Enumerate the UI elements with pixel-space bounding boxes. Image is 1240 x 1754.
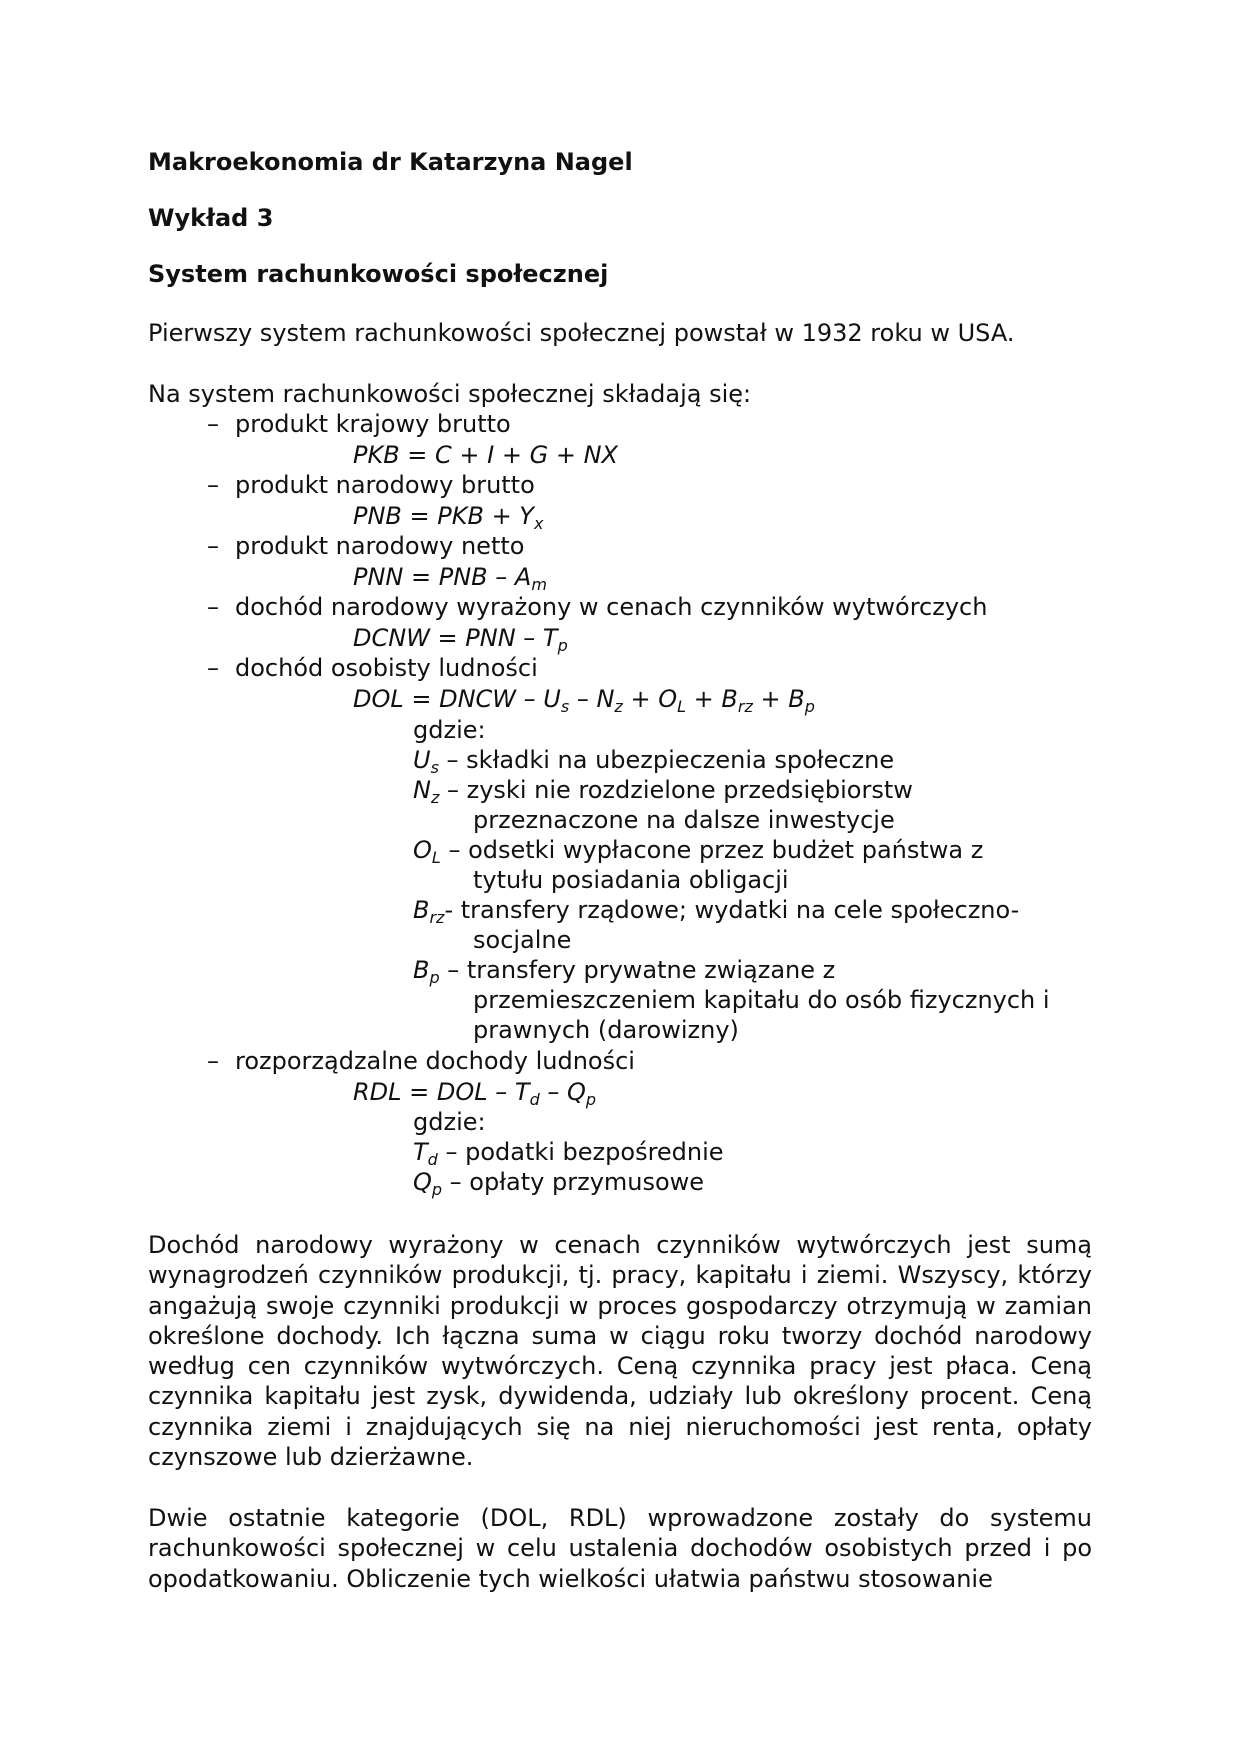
list-bullet: – (207, 471, 219, 499)
list-bullet: – (207, 410, 219, 438)
list-intro: Na system rachunkowości społecznej składają się: (148, 380, 752, 408)
where-label: gdzie: (413, 716, 486, 744)
formula-pkb: PKB = C + I + G + NX (353, 441, 618, 469)
formula-pnn: PNN = PNB – $A_m$ (353, 563, 547, 594)
definition-brz-cont: socjalne (473, 926, 572, 954)
definition-td: $T_d$ – podatki bezpośrednie (413, 1138, 724, 1169)
definition-nz: $N_z$ – zyski nie rozdzielone przedsiębiorstw (413, 776, 913, 807)
formula-rdl: RDL = DOL – $T_d - Q_p$ (353, 1078, 597, 1109)
definition-bp-cont: przemieszczeniem kapitału do osób fizycznych i (473, 986, 1050, 1014)
section-heading: System rachunkowości społecznej (148, 260, 609, 288)
item-pnn-label: produkt narodowy netto (235, 532, 525, 560)
lecture-number: Wykład 3 (148, 204, 274, 232)
item-pnb-label: produkt narodowy brutto (235, 471, 535, 499)
definition-bp: $B_p$ – transfery prywatne związane z (413, 956, 836, 987)
definition-ol-cont: tytułu posiadania obligacji (473, 866, 789, 894)
paragraph-dol-rdl: Dwie ostatnie kategorie (DOL, RDL) wprowadzone zostały do systemu rachunkowości społecznej w celu ustalenia dochodów osobistych przed i po opodatkowaniu. Obliczenie tych wielkości ułatwia państwu stosowanie (148, 1504, 1092, 1593)
formula-dol: DOL = DNCW – $U_s - N_z + O_L + B_{rz} + B_p$ (353, 685, 815, 716)
definition-bp-cont: prawnych (darowizny) (473, 1016, 739, 1044)
definition-brz: $B_{rz}-$ transfery rządowe; wydatki na cele społeczno- (413, 896, 1020, 927)
list-bullet: – (207, 532, 219, 560)
list-bullet: – (207, 593, 219, 621)
definition-ol: $O_L$ – odsetki wypłacone przez budżet państwa z (413, 836, 984, 867)
formula-pnb: PNB = PKB + $Y_x$ (353, 502, 544, 533)
intro-sentence: Pierwszy system rachunkowości społecznej powstał w 1932 roku w USA. (148, 319, 1015, 347)
item-rdl-label: rozporządzalne dochody ludności (235, 1047, 635, 1075)
document-title: Makroekonomia dr Katarzyna Nagel (148, 148, 633, 176)
list-bullet: – (207, 1047, 219, 1075)
item-dol-label: dochód osobisty ludności (235, 654, 538, 682)
definition-nz-cont: przeznaczone na dalsze inwestycje (473, 806, 895, 834)
definition-us: $U_s$ – składki na ubezpieczenia społeczne (413, 746, 895, 777)
where-label: gdzie: (413, 1108, 486, 1136)
item-dcnw-label: dochód narodowy wyrażony w cenach czynników wytwórczych (235, 593, 988, 621)
paragraph-income-definition: Dochód narodowy wyrażony w cenach czynników wytwórczych jest sumą wynagrodzeń czynników produkcji, tj. pracy, kapitału i ziemi. Wszyscy, którzy angażują swoje czynniki produkcji w proces gospodarczy otrzymują w zamian określone dochody. Ich łączna suma w ciągu roku tworzy dochód narodowy według cen czynników wytwórczych. Ceną czynnika pracy jest płaca. Ceną czynnika kapitału jest zysk, dywidenda, udziały lub określony procent. Ceną czynnika ziemi i znajdujących się na niej nieruchomości jest renta, opłaty czynszowe lub dzierżawne. (148, 1231, 1092, 1472)
list-bullet: – (207, 654, 219, 682)
definition-qp: $Q_p$ – opłaty przymusowe (413, 1168, 705, 1199)
formula-dcnw: DCNW = PNN – $T_p$ (353, 624, 568, 655)
item-pkb-label: produkt krajowy brutto (235, 410, 511, 438)
